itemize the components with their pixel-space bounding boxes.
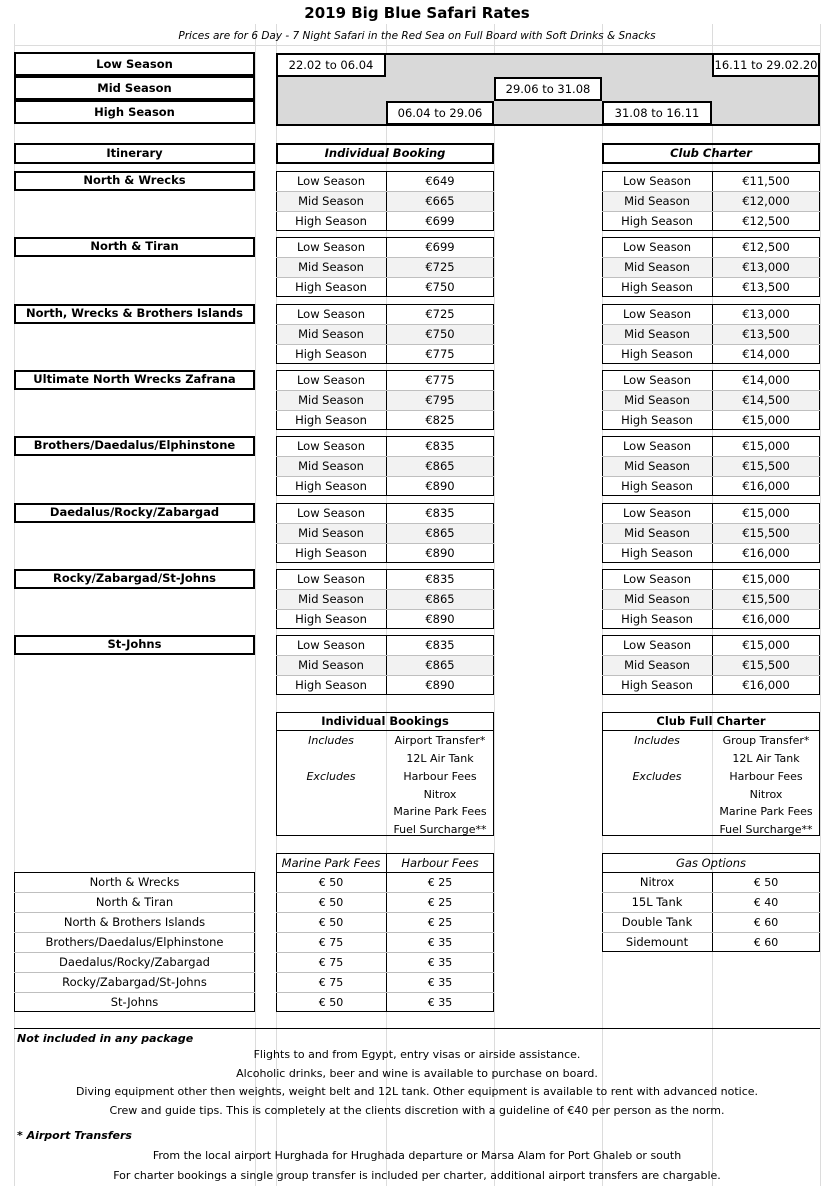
club-price: €13,000: [742, 260, 790, 274]
excluded-item: Nitrox: [423, 787, 457, 801]
season-name: Low Season: [296, 373, 366, 387]
individual-price: €865: [425, 459, 455, 473]
season-name: High Season: [295, 546, 367, 560]
individual-price: €795: [425, 393, 455, 407]
grid-line: [602, 523, 820, 524]
season-name: High Season: [295, 479, 367, 493]
individual-price: €775: [425, 347, 455, 361]
not-included-line: Alcoholic drinks, beer and wine is available to purchase on board.: [236, 1066, 598, 1080]
itinerary-name: Ultimate North Wrecks Zafrana: [33, 372, 236, 386]
individual-price: €865: [425, 526, 455, 540]
club-price: €15,000: [742, 413, 790, 427]
season-name: Low Season: [296, 307, 366, 321]
excluded-item: Marine Park Fees: [719, 805, 813, 818]
gas-option: 15L Tank: [631, 895, 683, 909]
grid-line: [602, 872, 820, 873]
grid-line: [276, 972, 494, 973]
club-price: €15,000: [742, 638, 790, 652]
grid-line: [602, 476, 820, 477]
grid-line: [276, 589, 494, 590]
grid-line: [276, 390, 494, 391]
grid-line: [602, 324, 820, 325]
excluded-item: Harbour Fees: [403, 770, 477, 783]
grid-line: [602, 730, 820, 731]
excluded-item: Nitrox: [749, 787, 783, 801]
included-item: 12L Air Tank: [406, 752, 474, 765]
marine-fee: € 50: [318, 916, 344, 929]
included-item: Airport Transfer*: [394, 734, 486, 747]
club-price: €15,000: [742, 506, 790, 520]
grid-line: [602, 892, 820, 893]
harbour-fee: € 35: [427, 976, 453, 989]
season-name: Mid Season: [624, 393, 690, 407]
airport-transfers-line: For charter bookings a single group transfer is included per charter, additional airport transfers are chargable.: [113, 1169, 721, 1182]
grid-line: [602, 211, 820, 212]
season-label: Mid Season: [97, 81, 172, 95]
itinerary-name: Rocky/Zabargad/St-Johns: [52, 571, 217, 585]
grid-line: [255, 24, 256, 1186]
grid-line: [276, 730, 494, 731]
individual-price: €825: [425, 413, 455, 427]
season-name: Low Season: [296, 506, 366, 520]
season-name: High Season: [621, 546, 693, 560]
season-name: High Season: [295, 413, 367, 427]
season-label: High Season: [94, 105, 175, 119]
fee-itinerary: North & Brothers Islands: [63, 915, 206, 929]
individual-price: €649: [425, 174, 455, 188]
season-name: High Season: [295, 678, 367, 692]
grid-line: [276, 277, 494, 278]
fee-itinerary: North & Tiran: [95, 895, 174, 909]
club-price: €14,500: [742, 393, 790, 407]
grid-line: [276, 523, 494, 524]
gas-option: Double Tank: [621, 915, 693, 929]
season-name: Low Season: [622, 307, 692, 321]
grid-line: [276, 892, 494, 893]
grid-line: [602, 675, 820, 676]
grid-line: [276, 543, 494, 544]
club-price: €15,000: [742, 572, 790, 586]
grid-line: [276, 410, 494, 411]
fee-itinerary: Daedalus/Rocky/Zabargad: [59, 955, 210, 969]
gas-price: € 50: [753, 876, 779, 889]
grid-line: [14, 912, 255, 913]
season-name: Mid Season: [624, 260, 690, 274]
grid-line: [276, 952, 494, 953]
grid-line: [14, 932, 255, 933]
season-label: Low Season: [96, 57, 173, 71]
season-date: 29.06 to 31.08: [505, 82, 591, 96]
season-name: High Season: [621, 479, 693, 493]
gas-option: Sidemount: [625, 935, 689, 949]
excludes-label: Excludes: [306, 770, 356, 783]
fee-itinerary: Brothers/Daedalus/Elphinstone: [45, 935, 224, 949]
season-name: Mid Season: [298, 459, 364, 473]
club-price: €13,500: [742, 327, 790, 341]
fee-itinerary: St-Johns: [110, 995, 159, 1009]
gas-price: € 60: [753, 916, 779, 929]
grid-line: [276, 324, 494, 325]
club-header: Club Charter: [670, 146, 752, 160]
season-name: Low Season: [622, 373, 692, 387]
season-date: 06.04 to 29.06: [397, 106, 483, 120]
season-name: Mid Season: [298, 526, 364, 540]
season-name: High Season: [295, 347, 367, 361]
season-name: Low Season: [622, 174, 692, 188]
season-name: Mid Season: [624, 459, 690, 473]
not-included-line: Crew and guide tips. This is completely at the clients discretion with a guideline of €40 per person as the norm.: [109, 1104, 725, 1118]
season-name: Low Season: [296, 240, 366, 254]
grid-line: [276, 211, 494, 212]
itinerary-name: Brothers/Daedalus/Elphinstone: [33, 438, 236, 452]
marine-fee: € 75: [318, 976, 344, 989]
season-date: 31.08 to 16.11: [614, 106, 700, 120]
season-name: Mid Season: [624, 327, 690, 341]
individual-price: €890: [425, 479, 455, 493]
season-name: Low Season: [296, 174, 366, 188]
grid-line: [276, 675, 494, 676]
individual-price: €890: [425, 546, 455, 560]
season-name: High Season: [621, 413, 693, 427]
marine-fee: € 75: [318, 936, 344, 949]
season-name: Low Season: [296, 439, 366, 453]
itinerary-name: North & Tiran: [90, 239, 179, 253]
grid-line: [602, 191, 820, 192]
itinerary-name: North, Wrecks & Brothers Islands: [26, 306, 243, 320]
excluded-item: Harbour Fees: [729, 770, 803, 783]
grid-line: [602, 344, 820, 345]
grid-line: [276, 932, 494, 933]
season-date: 22.02 to 06.04: [288, 58, 374, 72]
page-subtitle: Prices are for 6 Day - 7 Night Safari in the Red Sea on Full Board with Soft Drinks & Snacks: [178, 30, 656, 42]
itinerary-header: Itinerary: [106, 146, 163, 160]
fee-itinerary: North & Wrecks: [89, 875, 180, 889]
excludes-label: Excludes: [632, 770, 682, 783]
harbour-fee: € 25: [427, 916, 453, 929]
individual-price: €890: [425, 612, 455, 626]
grid-line: [14, 45, 820, 46]
season-name: Mid Season: [624, 526, 690, 540]
grid-line: [276, 655, 494, 656]
individual-price: €699: [425, 240, 455, 254]
club-price: €16,000: [742, 546, 790, 560]
club-price: €15,500: [742, 526, 790, 540]
season-name: High Season: [621, 214, 693, 228]
harbour-fees-header: Harbour Fees: [401, 856, 479, 870]
fee-itinerary: Rocky/Zabargad/St-Johns: [62, 975, 207, 989]
grid-line: [276, 609, 494, 610]
included-item: Group Transfer*: [722, 734, 810, 747]
season-name: Mid Season: [298, 658, 364, 672]
grid-line: [276, 191, 494, 192]
not-included-line: Diving equipment other then weights, weight belt and 12L tank. Other equipment is available to rent with advanced notice.: [75, 1085, 759, 1099]
club-price: €15,500: [742, 459, 790, 473]
grid-line: [602, 932, 820, 933]
individual-price: €725: [425, 307, 455, 321]
club-price: €12,500: [742, 214, 790, 228]
grid-line: [602, 543, 820, 544]
individual-price: €835: [425, 439, 455, 453]
grid-line: [602, 655, 820, 656]
season-name: High Season: [621, 280, 693, 294]
club-price: €15,500: [742, 592, 790, 606]
individual-price: €725: [425, 260, 455, 274]
season-date: 16.11 to 29.02.20: [714, 58, 818, 72]
individual-price: €865: [425, 592, 455, 606]
excluded-item: Marine Park Fees: [393, 805, 487, 818]
gas-header: Gas Options: [676, 856, 746, 870]
season-name: Low Season: [296, 638, 366, 652]
grid-line: [276, 912, 494, 913]
itinerary-name: North & Wrecks: [83, 173, 186, 187]
season-name: Mid Season: [298, 592, 364, 606]
season-name: High Season: [621, 612, 693, 626]
marine-fee: € 50: [318, 896, 344, 909]
season-name: Low Season: [296, 572, 366, 586]
grid-line: [602, 410, 820, 411]
marine-fee: € 50: [318, 876, 344, 889]
harbour-fee: € 35: [427, 996, 453, 1009]
gas-price: € 60: [753, 936, 779, 949]
club-price: €13,500: [742, 280, 790, 294]
individual-price: €699: [425, 214, 455, 228]
includes-label: Includes: [634, 734, 680, 747]
club-price: €14,000: [742, 373, 790, 387]
individual-price: €835: [425, 572, 455, 586]
grid-line: [602, 609, 820, 610]
season-name: Mid Season: [624, 658, 690, 672]
harbour-fee: € 25: [427, 896, 453, 909]
grid-line: [276, 992, 494, 993]
season-name: High Season: [621, 678, 693, 692]
grid-line: [276, 872, 494, 873]
individual-price: €835: [425, 506, 455, 520]
season-name: Mid Season: [298, 260, 364, 274]
individual-price: €750: [425, 280, 455, 294]
club-price: €16,000: [742, 678, 790, 692]
season-name: High Season: [295, 280, 367, 294]
individual-price: €665: [425, 194, 455, 208]
season-name: Mid Season: [624, 592, 690, 606]
grid-line: [276, 456, 494, 457]
individual-price: €775: [425, 373, 455, 387]
individual_inclusions-title: Individual Bookings: [321, 714, 449, 728]
grid-line: [602, 456, 820, 457]
excluded-item: Fuel Surcharge**: [393, 822, 487, 836]
grid-line: [276, 344, 494, 345]
marine-fee: € 50: [318, 996, 344, 1009]
season-name: Mid Season: [298, 194, 364, 208]
club-price: €16,000: [742, 612, 790, 626]
itinerary-name: St-Johns: [107, 637, 162, 651]
individual-price: €835: [425, 638, 455, 652]
season-name: Low Season: [622, 439, 692, 453]
grid-line: [276, 257, 494, 258]
harbour-fee: € 35: [427, 956, 453, 969]
season-name: High Season: [295, 612, 367, 626]
season-name: Mid Season: [624, 194, 690, 208]
excluded-item: Fuel Surcharge**: [719, 822, 813, 836]
club-price: €12,500: [742, 240, 790, 254]
harbour-fee: € 25: [427, 876, 453, 889]
airport-transfers-line: From the local airport Hurghada for Hrughada departure or Marsa Alam for Port Ghaleb or south: [152, 1149, 682, 1162]
marine-fees-header: Marine Park Fees: [281, 856, 381, 870]
not-included-line: Flights to and from Egypt, entry visas or airside assistance.: [253, 1048, 581, 1061]
itinerary-name: Daedalus/Rocky/Zabargad: [49, 505, 220, 519]
harbour-fee: € 35: [427, 936, 453, 949]
club-price: €13,000: [742, 307, 790, 321]
airport-transfers-title: * Airport Transfers: [17, 1129, 132, 1142]
season-name: Low Season: [622, 506, 692, 520]
grid-line: [602, 390, 820, 391]
grid-line: [602, 277, 820, 278]
club_inclusions-title: Club Full Charter: [656, 714, 766, 728]
club-price: €16,000: [742, 479, 790, 493]
season-name: Low Season: [622, 572, 692, 586]
season-name: Low Season: [622, 638, 692, 652]
marine-fee: € 75: [318, 956, 344, 969]
grid-line: [276, 476, 494, 477]
club-price: €14,000: [742, 347, 790, 361]
season-name: Low Season: [622, 240, 692, 254]
grid-line: [14, 892, 255, 893]
includes-label: Includes: [308, 734, 354, 747]
club-price: €15,500: [742, 658, 790, 672]
page-title: 2019 Big Blue Safari Rates: [304, 4, 530, 22]
season-name: Mid Season: [298, 393, 364, 407]
individual-price: €750: [425, 327, 455, 341]
grid-line: [14, 992, 255, 993]
individual-header: Individual Booking: [324, 146, 446, 160]
club-price: €12,000: [742, 194, 790, 208]
season-name: High Season: [621, 347, 693, 361]
grid-line: [14, 952, 255, 953]
grid-line: [820, 24, 821, 1186]
season-name: High Season: [295, 214, 367, 228]
individual-price: €890: [425, 678, 455, 692]
included-item: 12L Air Tank: [732, 752, 800, 765]
grid-line: [602, 589, 820, 590]
grid-line: [494, 24, 495, 1186]
grid-line: [602, 912, 820, 913]
not-included-title: Not included in any package: [17, 1032, 194, 1045]
club-price: €11,500: [742, 174, 790, 188]
gas-option: Nitrox: [639, 875, 675, 889]
grid-line: [14, 1028, 820, 1029]
grid-line: [602, 257, 820, 258]
club-price: €15,000: [742, 439, 790, 453]
grid-line: [14, 972, 255, 973]
gas-price: € 40: [753, 896, 779, 909]
individual-price: €865: [425, 658, 455, 672]
season-name: Mid Season: [298, 327, 364, 341]
